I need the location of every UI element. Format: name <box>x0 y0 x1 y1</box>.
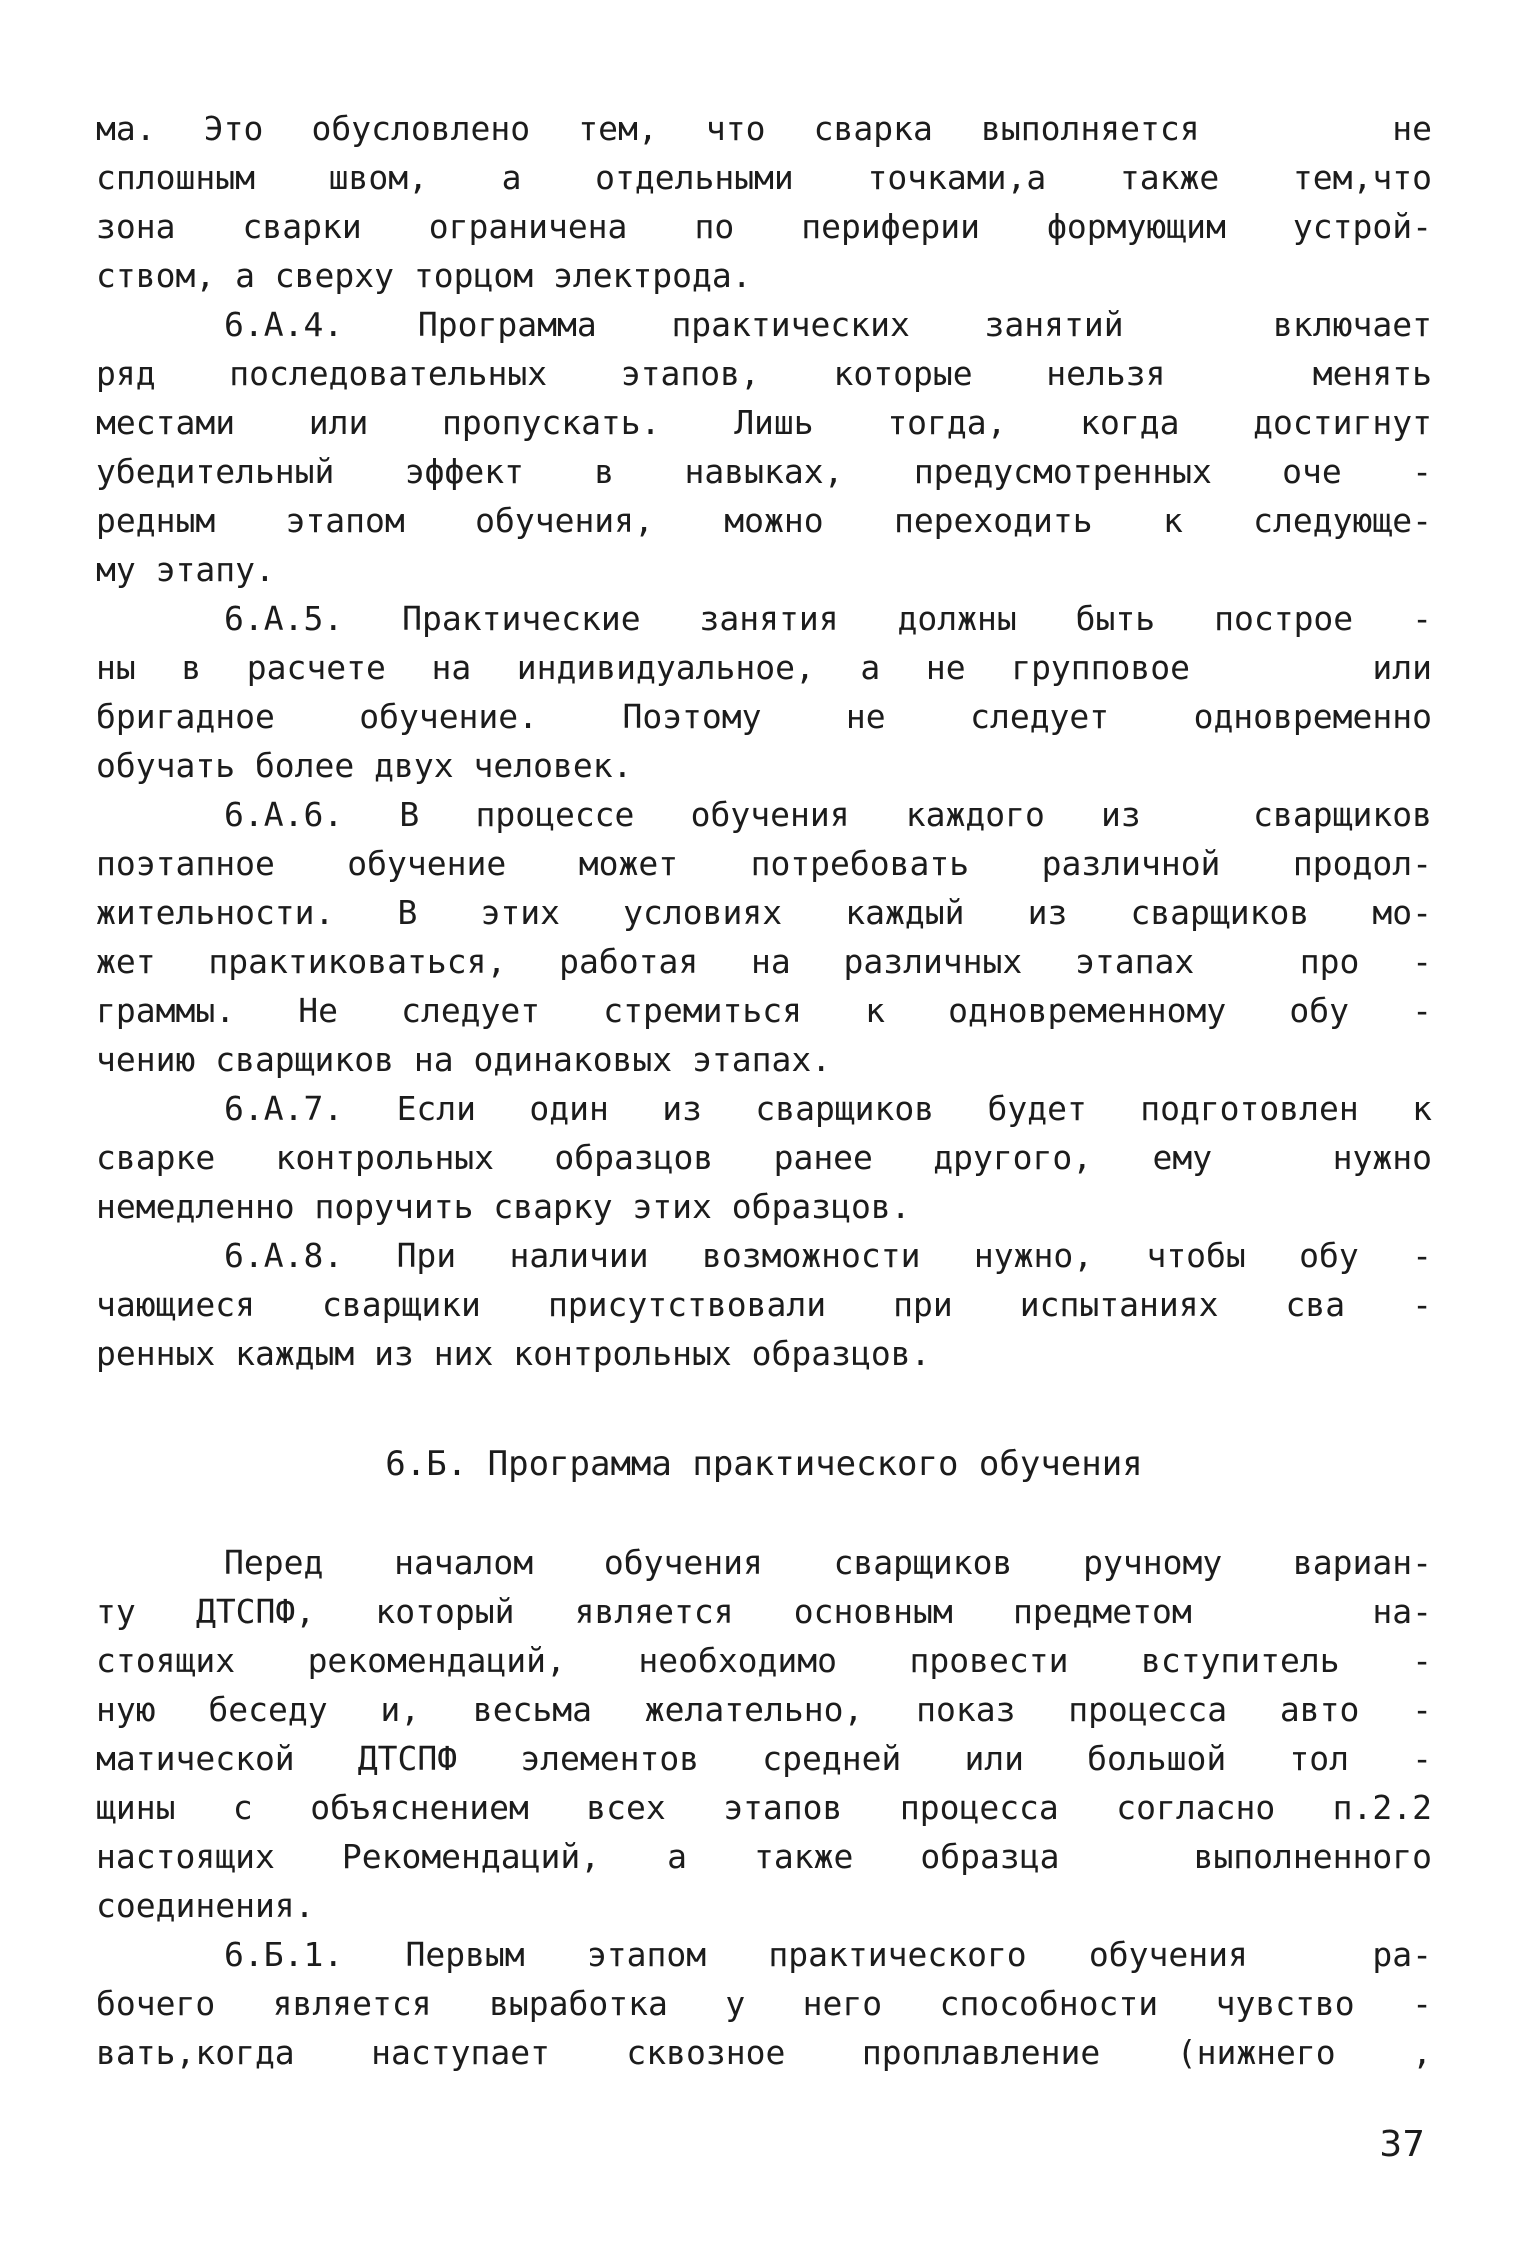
text-line: ту ДТСПФ, который является основным предметом на- <box>96 1592 1432 1631</box>
text-line: убедительный эффект в навыках, предусмотренных оче - <box>96 452 1432 491</box>
section-heading: 6.Б. Программа практического обучения <box>385 1444 1143 1484</box>
text-line: сплошным швом, а отдельными точками,а также тем,что <box>96 158 1432 197</box>
text-line: му этапу. <box>96 550 275 589</box>
text-line: жет практиковаться, работая на различных этапах про - <box>96 942 1432 981</box>
text-line: 6.А.5. Практические занятия должны быть построе - <box>224 599 1432 638</box>
text-line: щины с объяснением всех этапов процесса согласно п.2.2 <box>96 1788 1432 1827</box>
text-line: зона сварки ограничена по периферии формующим устрой- <box>96 207 1432 246</box>
text-line: ством, а сверху торцом электрода. <box>96 256 752 295</box>
text-line: обучать более двух человек. <box>96 746 633 785</box>
text-line: бригадное обучение. Поэтому не следует одновременно <box>96 697 1432 736</box>
text-line: ряд последовательных этапов, которые нельзя менять <box>96 354 1432 393</box>
text-line: ны в расчете на индивидуальное, а не групповое или <box>96 648 1432 687</box>
text-line: немедленно поручить сварку этих образцов. <box>96 1187 911 1226</box>
text-line: бочего является выработка у него способности чувство - <box>96 1984 1432 2023</box>
text-line: местами или пропускать. Лишь тогда, когда достигнут <box>96 403 1432 442</box>
text-line: Перед началом обучения сварщиков ручному вариан- <box>224 1543 1432 1582</box>
text-line: стоящих рекомендаций, необходимо провести вступитель - <box>96 1641 1432 1680</box>
text-line: чающиеся сварщики присутствовали при испытаниях сва - <box>96 1285 1432 1324</box>
text-line: 6.А.4. Программа практических занятий включает <box>224 305 1432 344</box>
text-line: 6.А.6. В процессе обучения каждого из сварщиков <box>224 795 1432 834</box>
text-line: 6.Б.1. Первым этапом практического обучения ра- <box>224 1935 1432 1974</box>
text-line: 6.А.8. При наличии возможности нужно, чтобы обу - <box>224 1236 1432 1275</box>
text-line: сварке контрольных образцов ранее другого, ему нужно <box>96 1138 1432 1177</box>
text-line: ную беседу и, весьма желательно, показ процесса авто - <box>96 1690 1432 1729</box>
text-line: чению сварщиков на одинаковых этапах. <box>96 1040 832 1079</box>
text-line: настоящих Рекомендаций, а также образца выполненного <box>96 1837 1432 1876</box>
text-line: вать,когда наступает сквозное проплавление (нижнего , <box>96 2033 1432 2072</box>
page-number: 37 <box>1379 2124 1425 2165</box>
text-line: жительности. В этих условиях каждый из сварщиков мо- <box>96 893 1432 932</box>
text-block-6b <box>96 1538 1432 2077</box>
text-line: 6.А.7. Если один из сварщиков будет подготовлен к <box>224 1089 1432 1128</box>
text-line: ренных каждым из них контрольных образцов. <box>96 1334 931 1373</box>
text-line: поэтапное обучение может потребовать различной продол- <box>96 844 1432 883</box>
text-line: матической ДТСПФ элементов средней или большой тол - <box>96 1739 1432 1778</box>
text-line: соединения. <box>96 1886 315 1925</box>
text-line: редным этапом обучения, можно переходить к следующе- <box>96 501 1432 540</box>
text-block-6a <box>96 104 1432 1378</box>
text-line: ма. Это обусловлено тем, что сварка выполняется не <box>96 109 1432 148</box>
text-line: граммы. Не следует стремиться к одновременному обу - <box>96 991 1432 1030</box>
